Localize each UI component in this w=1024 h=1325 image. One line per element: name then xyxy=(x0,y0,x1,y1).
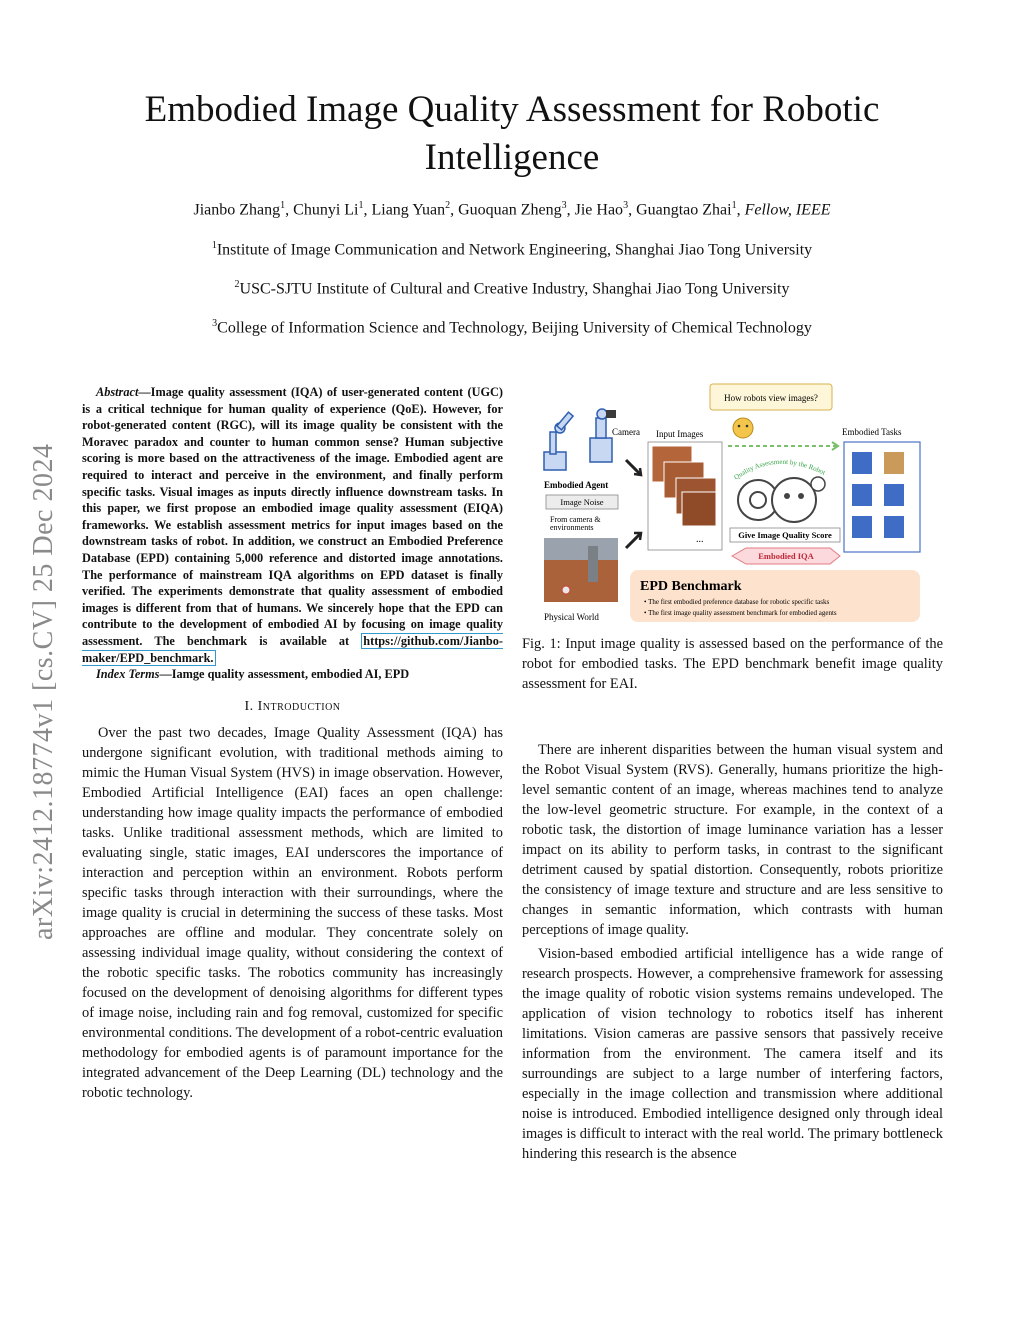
arrow-icon xyxy=(626,460,640,474)
epd-bullet-1: • The first embodied preference database for robotic specific tasks xyxy=(644,598,830,606)
affiliation-text: USC-SJTU Institute of Cultural and Creative Industry, Shanghai Jiao Tong University xyxy=(239,280,790,298)
robot-arm-icon xyxy=(588,546,598,582)
author-sup: 3 xyxy=(561,200,567,211)
physical-world-background xyxy=(544,538,618,560)
figure-1-diagram xyxy=(536,380,936,626)
affiliation-sup: 2 xyxy=(234,279,240,290)
abstract-label: Abstract xyxy=(96,385,139,399)
author-sup: 1 xyxy=(280,200,286,211)
give-score-label: Give Image Quality Score xyxy=(738,530,832,540)
ellipsis-label: ... xyxy=(696,534,704,545)
affiliation-2 xyxy=(60,279,964,298)
epd-bullet-1-text: The first embodied preference database for robotic specific tasks xyxy=(648,598,830,606)
input-image-4 xyxy=(682,492,716,526)
author-sup: 2 xyxy=(445,200,451,211)
benchmark-link[interactable]: https://github.com/Jianbo-maker/EPD_benchmark. xyxy=(82,633,503,665)
figure-caption: Fig. 1: Input image quality is assessed based on the performance of the robot for embodied tasks. The EPD benchmark benefit image quality assessment for EAI. xyxy=(522,636,943,692)
left-column xyxy=(82,384,503,1103)
eye-icon xyxy=(738,425,741,428)
author: Jie Hao xyxy=(574,201,624,219)
affiliation-3 xyxy=(60,318,964,337)
epd-bullet-2: • The first image quality assessment benchmark for embodied agents xyxy=(644,609,837,617)
author: Guangtao Zhai xyxy=(636,201,732,219)
gear-hub-icon xyxy=(750,492,766,508)
robot-head-icon xyxy=(772,478,816,522)
image-noise-label: Image Noise xyxy=(560,497,604,507)
target-icon xyxy=(562,586,570,594)
thinking-face-icon xyxy=(733,418,753,438)
author-sup: 1 xyxy=(731,200,737,211)
embodied-agent-label: Embodied Agent xyxy=(544,480,609,490)
right-paragraph-2: Vision-based embodied artificial intelligence has a wide range of research prospects. However, a comprehensive framework for assessing the image quality of robotic vision systems remains undeveloped. The application of vision technology to robotics itself has inherent limitations. Vision cameras are passive sensors that passively receive information from the environment. The camera itself and its surroundings are subject to a large number of interfering factors, especially in the image collection and transmission where additional noise is introduced. Embodied intelligence designed only through ideal images is difficult to interact with the real world. The primary bottleneck hindering this research is the absence xyxy=(522,946,943,1162)
intro-paragraph: Over the past two decades, Image Quality Assessment (IQA) has undergone significant evolution, with traditional methods aiming to mimic the Human Visual System (HVS) in image observation. However, Embodied Artificial Intelligence (EAI) faces an open challenge: understanding how image quality impacts the performance of embodied tasks. Unlike traditional assessment methods, which are limited to evaluating single, static images, EAI underscores the importance of interaction and perception within an environment. Robots perform specific tasks through interaction with their surroundings, where the image quality is crucial in determining the success of these tasks. Most approaches are offline and modular. They concentrate solely on assessing individual image quality, without considering the context of the robotic specific tasks. The robotics community has increasingly focused on the development of denoising algorithms for different types of image noise, including rain and fog removal, customized for specific environmental conditions. The development of a robot-centric evaluation methodology for embodied agents is of paramount importance for the integrated advancement of the Deep Learning (DL) technology and the robotic technology. xyxy=(82,724,503,1101)
arrow-icon xyxy=(626,534,640,548)
author-list: Jianbo Zhang$^1$, Chunyi Li$^1$, Liang Yuan$^2$, Guoquan Zheng$^3$, Jie Hao$^3$, Guangtao Zhai$^1$, Fellow, IEEE xyxy=(193,200,831,219)
affiliation-sup: 1 xyxy=(211,240,217,251)
section-heading: I. Introduction xyxy=(244,698,341,714)
index-terms-text: —Iamge quality assessment, embodied AI, EPD xyxy=(159,667,410,682)
right-column xyxy=(522,740,943,1164)
figure-1 xyxy=(536,380,936,626)
input-images-label: Input Images xyxy=(656,429,704,439)
gear-small-icon xyxy=(811,477,825,491)
embodied-tasks-label: Embodied Tasks xyxy=(842,427,902,437)
paper-title: Embodied Image Quality Assessment for Robotic Intelligence xyxy=(144,89,880,178)
affiliation-1 xyxy=(60,240,964,259)
embodied-iqa-label: Embodied IQA xyxy=(758,551,814,561)
arxiv-stamp: arXiv:2412.18774v1 [cs.CV] 25 Dec 2024 xyxy=(28,443,59,940)
right-paragraph-1: There are inherent disparities between the human visual system and the Robot Visual System (RVS). Generally, humans prioritize the high-level semantic content of an image, whereas machines tend to analyze the low-level geometric structure. For example, in the context of a robotic task, the distortion of image luminance variation has a lesser impact on its ability to perform tasks, in contrast to the significant detriment caused by spatial distortion. Consequently, robots prioritize the consistency of image texture and structure and are less sensitive to changes in semantic information, which contrasts with human perceptions of image quality. xyxy=(522,742,943,938)
affiliation-text: College of Information Science and Technology, Beijing University of Chemical Technology xyxy=(217,319,812,337)
camera-icon xyxy=(606,410,616,418)
epd-bullet-2-text: The first image quality assessment benchmark for embodied agents xyxy=(648,609,837,617)
author: Guoquan Zheng xyxy=(458,201,562,219)
author: Jianbo Zhang xyxy=(193,201,281,219)
epd-title: EPD Benchmark xyxy=(640,579,742,594)
index-terms xyxy=(82,666,503,683)
question-text: How robots view images? xyxy=(724,393,818,403)
author: Liang Yuan xyxy=(371,201,446,219)
author-sup: 1 xyxy=(358,200,364,211)
author-sup: 3 xyxy=(623,200,629,211)
index-terms-label: Index Terms xyxy=(96,667,160,682)
camera-label: Camera xyxy=(612,427,640,437)
robot-eye-icon xyxy=(798,493,804,499)
arc-text-path: Quality Assessment by the Robot xyxy=(732,457,827,482)
affiliation-text: Institute of Image Communication and Network Engineering, Shanghai Jiao Tong University xyxy=(216,241,813,259)
robot-eye-icon xyxy=(784,493,790,499)
abstract xyxy=(82,384,503,666)
eye-icon xyxy=(746,425,749,428)
from-camera-label: From camera & xyxy=(550,515,601,524)
environments-label: environments xyxy=(550,523,594,532)
robot-arm-icon xyxy=(544,412,573,470)
affiliation-sup: 3 xyxy=(212,318,218,329)
physical-world-label: Physical World xyxy=(544,612,599,622)
abstract-text: —Image quality assessment (IQA) of user-generated content (UGC) is a critical technique for human quality of experience (QoE). However, for robot-generated content (RGC), will its image quality be consistent with the Moravec paradox and counter to human common sense? Human subjective scoring is more based on the attractiveness of the image. Embodied agent are required to interact and perceive in the environment, and finally perform specific tasks. Visual images as inputs directly influence downstream tasks. In this paper, we first propose an embodied image quality assessment (EIQA) frameworks. We establish assessment metrics for input images based on the downstream tasks of robot. In addition, we construct an Embodied Preference Database (EPD) containing 5,000 reference and distorted image annotations. The performance of mainstream IQA algorithms on EPD dataset is finally verified. The experiments demonstrate that quality assessment of embodied images is different from that of humans. We sincerely hope that the EPD can contribute to the development of embodied AI by focusing on image quality assessment. The benchmark is available at xyxy=(82,385,503,648)
author-fellow: Fellow, IEEE xyxy=(744,201,831,219)
author: Chunyi Li xyxy=(293,201,359,219)
